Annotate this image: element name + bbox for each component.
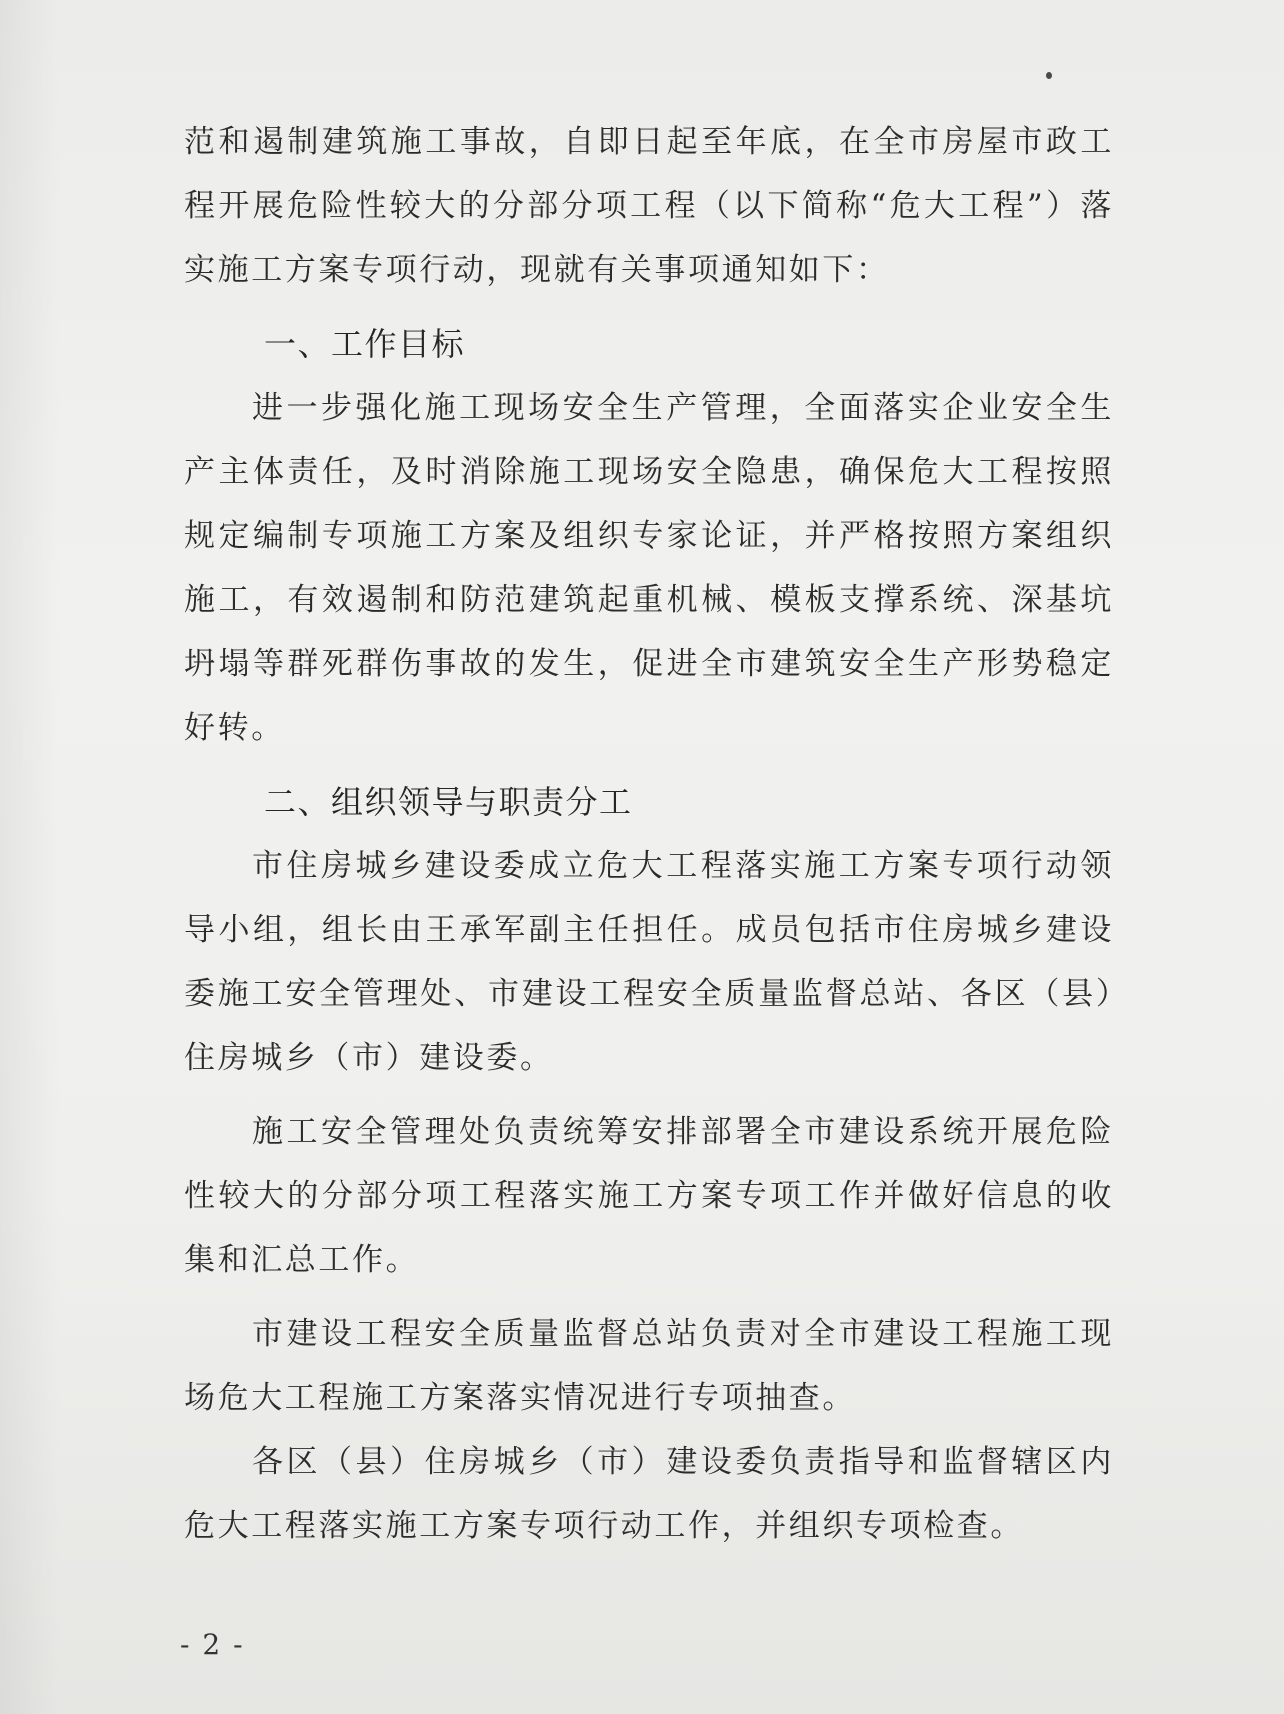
paragraph-supervision-station: 市建设工程安全质量监督总站负责对全市建设工程施工现场危大工程施工方案落实情况进行专项抽查。 bbox=[184, 1316, 1114, 1416]
paragraph-safety-office: 施工安全管理处负责统筹安排部署全市建设系统开展危险性较大的分部分项工程落实施工方案专项工作并做好信息的收集和汇总工作。 bbox=[184, 1114, 1114, 1278]
page-shadow bbox=[0, 0, 60, 1714]
paragraph-intro: 范和遏制建筑施工事故，自即日起至年底，在全市房屋市政工程开展危险性较大的分部分项工程（以下简称“危大工程”）落实施工方案专项行动，现就有关事项通知如下： bbox=[184, 124, 1114, 288]
paragraph-district-committees: 各区（县）住房城乡（市）建设委负责指导和监督辖区内危大工程落实施工方案专项行动工作，并组织专项检查。 bbox=[184, 1444, 1114, 1544]
heading-work-goals: 一、工作目标 bbox=[264, 325, 466, 363]
paragraph-goals: 进一步强化施工现场安全生产管理，全面落实企业安全生产主体责任，及时消除施工现场安全隐患，确保危大工程按照规定编制专项施工方案及组织专家论证，并严格按照方案组织施工，有效遏制和防范建筑起重机械、模板支撑系统、深基坑坍塌等群死群伤事故的发生，促进全市建筑安全生产形势稳定好转。 bbox=[184, 390, 1114, 746]
heading-organization: 二、组织领导与职责分工 bbox=[264, 783, 633, 821]
document-body bbox=[184, 110, 1114, 1558]
paper-speck bbox=[1046, 72, 1052, 79]
page-number: - 2 - bbox=[180, 1628, 245, 1661]
paragraph-leadership: 市住房城乡建设委成立危大工程落实施工方案专项行动领导小组，组长由王承军副主任担任。成员包括市住房城乡建设委施工安全管理处、市建设工程安全质量监督总站、各区（县）住房城乡（市）建设委。 bbox=[184, 848, 1114, 1076]
